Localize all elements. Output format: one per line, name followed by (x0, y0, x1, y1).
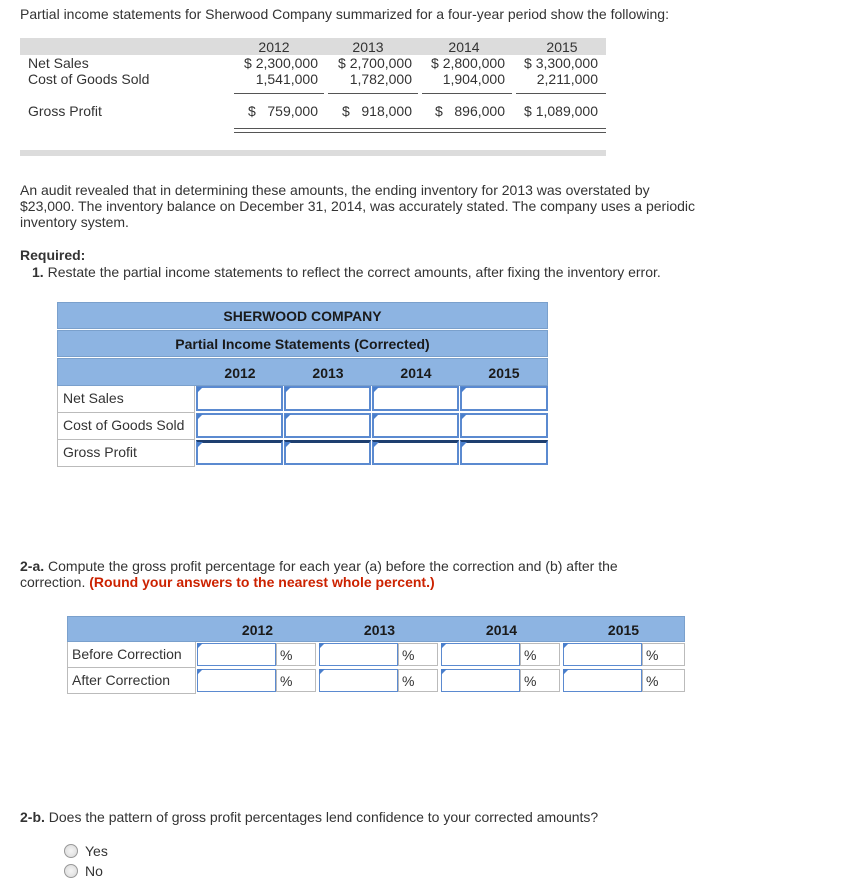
percent-sign: % (642, 669, 685, 692)
net-sales-value: $ 2,700,000 (338, 55, 412, 71)
no-label[interactable]: No (85, 863, 103, 879)
row-label: Cost of Goods Sold (57, 413, 195, 440)
net-sales-2015-input[interactable] (460, 386, 548, 411)
subtotal-rule (422, 93, 512, 94)
after-2015-input[interactable] (563, 669, 642, 692)
cogs-label: Cost of Goods Sold (28, 71, 150, 87)
requirement-2b (20, 809, 598, 825)
bottom-band (20, 150, 606, 156)
row-label: After Correction (67, 668, 196, 694)
year-header: 2013 (363, 622, 396, 638)
gross-profit-value: $ 896,000 (434, 103, 505, 119)
table-row (57, 413, 548, 440)
gross-profit-value: $ 1,089,000 (524, 103, 598, 119)
percent-sign: % (520, 643, 560, 666)
cogs-2012-input[interactable] (196, 413, 283, 438)
gross-profit-2012-input[interactable] (196, 440, 283, 465)
gross-profit-value: $ 918,000 (341, 103, 412, 119)
net-sales-label: Net Sales (28, 55, 89, 71)
cogs-value: 1,541,000 (255, 71, 318, 87)
gross-profit-value: $ 759,000 (247, 103, 318, 119)
year-header: 2015 (607, 622, 640, 638)
yes-radio[interactable] (64, 844, 78, 858)
year-header: 2015 (488, 365, 520, 381)
subtotal-rule (328, 93, 418, 94)
requirement-2a (20, 558, 670, 590)
net-sales-value: $ 3,300,000 (524, 55, 598, 71)
row-label: Gross Profit (57, 440, 195, 467)
year-header-row (57, 358, 548, 386)
subtotal-rule (516, 93, 606, 94)
year-header-row (67, 616, 685, 642)
requirement-text: Compute the gross profit percentage for each year (a) before the correction and (b) after the correction. (20, 558, 618, 590)
total-rule (234, 128, 606, 129)
after-2014-input[interactable] (441, 669, 520, 692)
year-header: 2014 (448, 39, 480, 55)
before-2013-input[interactable] (319, 643, 398, 666)
table-row (67, 668, 685, 694)
yes-label[interactable]: Yes (85, 843, 108, 859)
percent-sign: % (642, 643, 685, 666)
table-row (67, 642, 685, 668)
after-2013-input[interactable] (319, 669, 398, 692)
cogs-value: 1,782,000 (349, 71, 412, 87)
cogs-2013-input[interactable] (284, 413, 371, 438)
before-2014-input[interactable] (441, 643, 520, 666)
percent-sign: % (398, 643, 438, 666)
year-header: 2012 (224, 365, 256, 381)
total-rule (234, 132, 606, 133)
year-header: 2014 (400, 365, 432, 381)
gross-profit-2013-input[interactable] (284, 440, 371, 465)
gross-profit-label: Gross Profit (28, 103, 102, 119)
year-header: 2014 (485, 622, 518, 638)
cogs-value: 1,904,000 (442, 71, 505, 87)
percent-sign: % (520, 669, 560, 692)
table-row (57, 440, 548, 467)
after-2012-input[interactable] (197, 669, 276, 692)
percent-sign: % (276, 643, 316, 666)
row-label: Net Sales (57, 386, 195, 413)
requirement-1 (32, 264, 661, 280)
net-sales-2012-input[interactable] (196, 386, 283, 411)
intro-text: Partial income statements for Sherwood Company summarized for a four-year period show the following: (20, 6, 669, 22)
table-row (57, 386, 548, 413)
requirement-number: 1. (32, 264, 44, 280)
gross-profit-2014-input[interactable] (372, 440, 459, 465)
net-sales-value: $ 2,800,000 (431, 55, 505, 71)
requirement-text: Does the pattern of gross profit percentages lend confidence to your corrected amounts? (48, 809, 599, 825)
required-heading: Required: (20, 247, 86, 263)
company-name: SHERWOOD COMPANY (57, 302, 548, 329)
no-radio[interactable] (64, 864, 78, 878)
year-header: 2013 (352, 39, 384, 55)
cogs-value: 2,211,000 (536, 71, 598, 87)
before-2015-input[interactable] (563, 643, 642, 666)
net-sales-2014-input[interactable] (372, 386, 459, 411)
requirement-number: 2-b. (20, 809, 45, 825)
header-band (20, 38, 606, 55)
year-header: 2012 (258, 39, 290, 55)
statement-title: Partial Income Statements (Corrected) (57, 330, 548, 357)
cogs-2015-input[interactable] (460, 413, 548, 438)
percent-sign: % (398, 669, 438, 692)
gross-profit-2015-input[interactable] (460, 440, 548, 465)
requirement-number: 2-a. (20, 558, 45, 574)
audit-text: An audit revealed that in determining these amounts, the ending inventory for 2013 was overstated by $23,000. The inventory balance on December 31, 2014, was accurately stated. The company uses a periodic inventory system. (20, 182, 696, 230)
percent-sign: % (276, 669, 316, 692)
year-header: 2013 (312, 365, 344, 381)
rounding-note: (Round your answers to the nearest whole percent.) (89, 574, 435, 590)
row-label: Before Correction (67, 642, 196, 668)
year-header: 2012 (241, 622, 274, 638)
before-2012-input[interactable] (197, 643, 276, 666)
subtotal-rule (234, 93, 324, 94)
net-sales-value: $ 2,300,000 (244, 55, 318, 71)
net-sales-2013-input[interactable] (284, 386, 371, 411)
cogs-2014-input[interactable] (372, 413, 459, 438)
requirement-text: Restate the partial income statements to reflect the correct amounts, after fixing the inventory error. (47, 264, 661, 280)
year-header: 2015 (546, 39, 578, 55)
